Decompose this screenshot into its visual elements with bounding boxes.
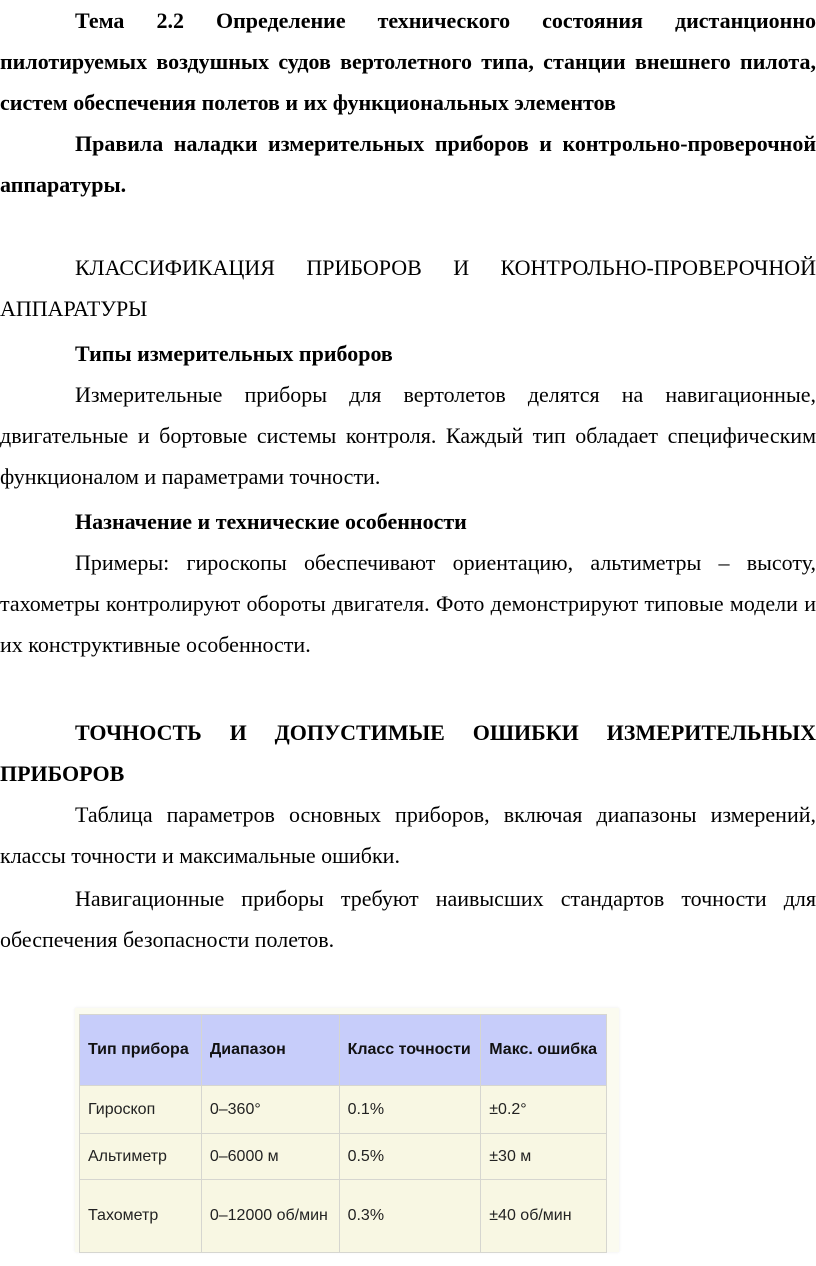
- section2-heading: ТОЧНОСТЬ И ДОПУСТИМЫЕ ОШИБКИ ИЗМЕРИТЕЛЬНЫХ ПРИБОРОВ: [0, 720, 816, 786]
- table-row: [80, 1134, 607, 1180]
- table-cell: Гироскоп: [80, 1086, 202, 1134]
- table-header-cell: Диапазон: [201, 1015, 339, 1086]
- section1-sub1-heading: Типы измерительных приборов: [75, 341, 393, 366]
- section1-sub2-text: Примеры: гироскопы обеспечивают ориентацию, альтиметры – высоту, тахометры контролируют обороты двигателя. Фото демонстрируют типовые модели и их конструктивные особенности.: [0, 550, 816, 657]
- table-cell: 0.3%: [339, 1180, 481, 1253]
- table-header-cell: Класс точности: [339, 1015, 481, 1086]
- table-cell: ±30 м: [481, 1134, 607, 1180]
- table-header-cell: Тип прибора: [80, 1015, 202, 1086]
- table-header-row: [80, 1015, 607, 1086]
- table-cell: 0.5%: [339, 1134, 481, 1180]
- section2-para2: Навигационные приборы требуют наивысших стандартов точности для обеспечения безопасности полетов.: [0, 886, 816, 952]
- table-cell: 0–6000 м: [201, 1134, 339, 1180]
- table-cell: Тахометр: [80, 1180, 202, 1253]
- table-cell: 0–360°: [201, 1086, 339, 1134]
- table-cell: 0.1%: [339, 1086, 481, 1134]
- table-cell: Альтиметр: [80, 1134, 202, 1180]
- parameters-table-container: [75, 1008, 619, 1252]
- table-cell: ±40 об/мин: [481, 1180, 607, 1253]
- table-row: [80, 1180, 607, 1253]
- section2-para1: Таблица параметров основных приборов, включая диапазоны измерений, классы точности и максимальные ошибки.: [0, 802, 816, 868]
- section1-sub1-text: Измерительные приборы для вертолетов делятся на навигационные, двигательные и бортовые системы контроля. Каждый тип обладает специфическим функционалом и параметрами точности.: [0, 382, 816, 489]
- table-header-cell: Макс. ошибка: [481, 1015, 607, 1086]
- topic-title: Тема 2.2 Определение технического состояния дистанционно пилотируемых воздушных судов вертолетного типа, станции внешнего пилота, систем обеспечения полетов и их функциональных элементов: [0, 8, 816, 115]
- parameters-table: [79, 1014, 607, 1253]
- section1-heading: КЛАССИФИКАЦИЯ ПРИБОРОВ И КОНТРОЛЬНО-ПРОВЕРОЧНОЙ АППАРАТУРЫ: [0, 255, 816, 321]
- table-cell: ±0.2°: [481, 1086, 607, 1134]
- topic-subtitle: Правила наладки измерительных приборов и контрольно-проверочной аппаратуры.: [0, 131, 816, 197]
- section1-sub2-heading: Назначение и технические особенности: [75, 509, 467, 534]
- table-row: [80, 1086, 607, 1134]
- table-cell: 0–12000 об/мин: [201, 1180, 339, 1253]
